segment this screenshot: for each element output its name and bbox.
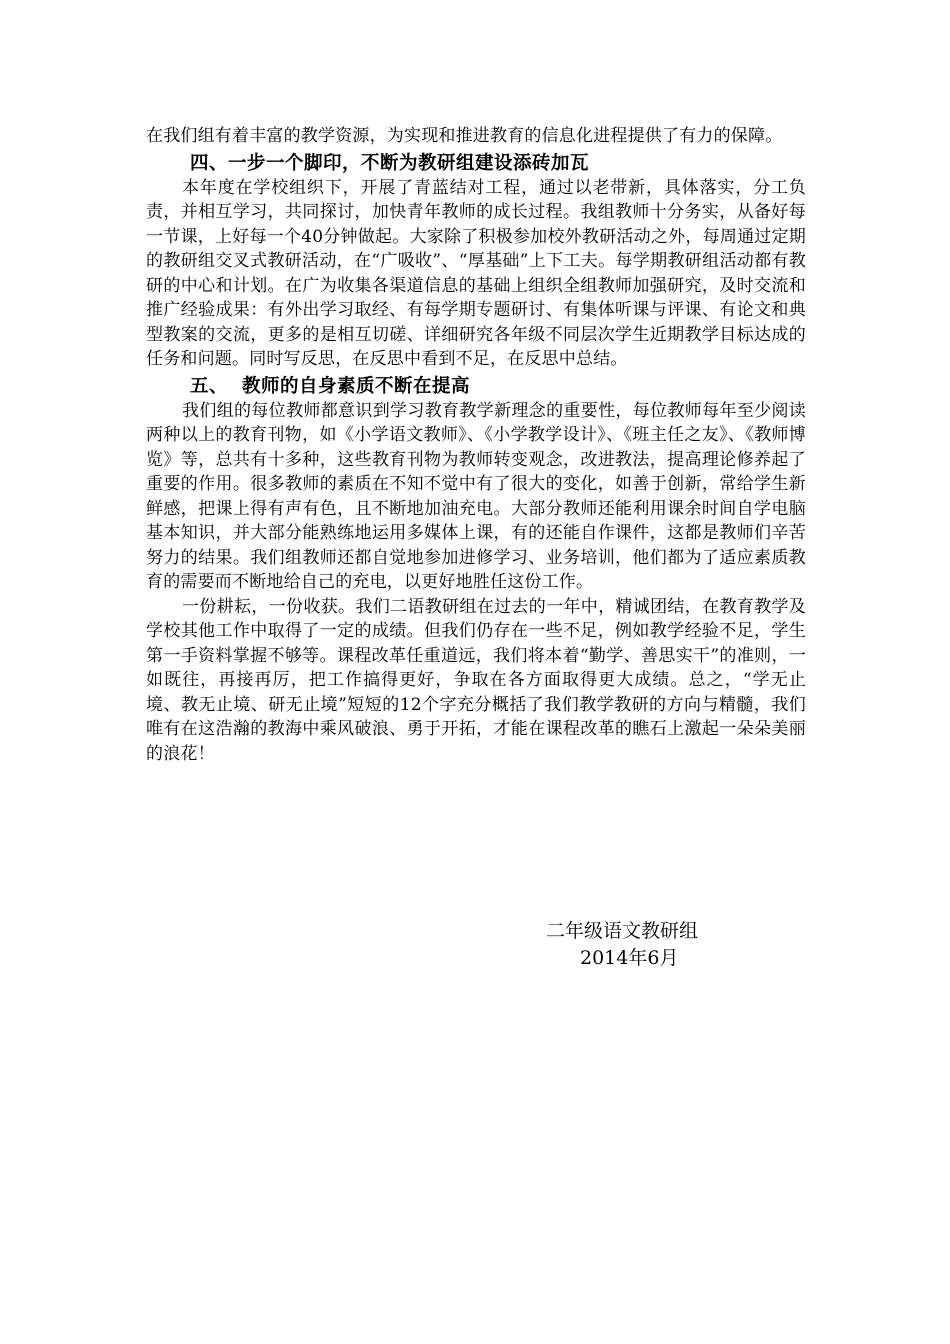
section-4-heading: 四、一步一个脚印，不断为教研组建设添砖加瓦 — [190, 152, 590, 174]
signature-block — [546, 918, 746, 972]
closing-paragraph: 一份耕耘，一份收获。我们二语教研组在过去的一年中，精诚团结，在教育教学及学校其他工作中取得了一定的成绩。但我们仍存在一些不足，例如教学经验不足，学生第一手资料掌握不够等。课程改革任重道远，我们将本着“勤学、善思实干”的准则，一如既往，再接再厉，把工作搞得更好，争取在各方面取得更大成绩。总之，“学无止境、教无止境、研无止境”短短的12个字充分概括了我们教学教研的方向与精髓，我们唯有在这浩瀚的教海中乘风破浪、勇于开拓，才能在课程改革的瞧石上激起一朵朵美丽的浪花！ — [146, 596, 806, 764]
section-5-number: 五、 — [190, 375, 229, 397]
document-body — [146, 124, 806, 766]
section-5-title: 教师的自身素质不断在提高 — [242, 375, 471, 397]
section-5-heading — [146, 374, 806, 399]
section-5-body: 我们组的每位教师都意识到学习教育教学新理念的重要性，每位教师每年至少阅读两种以上的教育刊物，如《小学语文教师》、《小学教学设计》、《班主任之友》、《教师博览》等，总共有十多种，这些教育刊物为教师转变观念，改进教法，提高理论修养起了重要的作用。很多教师的素质在不知不觉中有了很大的变化，如善于创新，常给学生新鲜感，把课上得有声有色，且不断地加油充电。大部分教师还能利用课余时间自学电脑基本知识，并大部分能熟练地运用多媒体上课，有的还能自作课件，这都是教师们辛苦努力的结果。我们组教师还都自觉地参加进修学习、业务培训，他们都为了适应素质教育的需要而不断地给自己的充电，以更好地胜任这份工作。 — [146, 400, 806, 592]
section-4-body: 本年度在学校组织下，开展了青蓝结对工程，通过以老带新，具体落实，分工负责，并相互学习，共同探讨，加快青年教师的成长过程。我组教师十分务实，从备好每一节课，上好每一个40分钟做起。大家除了积极参加校外教研活动之外，每周通过定期的教研组交叉式教研活动，在“广吸收”、“厚基础”上下工夫。每学期教研组活动都有教研的中心和计划。在广为收集各渠道信息的基础上组织全组教师加强研究，及时交流和推广经验成果：有外出学习取经、有每学期专题研讨、有集体听课与评课、有论文和典型教案的交流，更多的是相互切磋、详细研究各年级不同层次学生近期教学目标达成的任务和问题。同时写反思，在反思中看到不足，在反思中总结。 — [146, 177, 806, 369]
intro-paragraph: 在我们组有着丰富的教学资源，为实现和推进教育的信息化进程提供了有力的保障。 — [146, 126, 783, 146]
signature-organization: 二年级语文教研组 — [546, 920, 699, 942]
signature-date: 2014年6月 — [580, 947, 679, 969]
